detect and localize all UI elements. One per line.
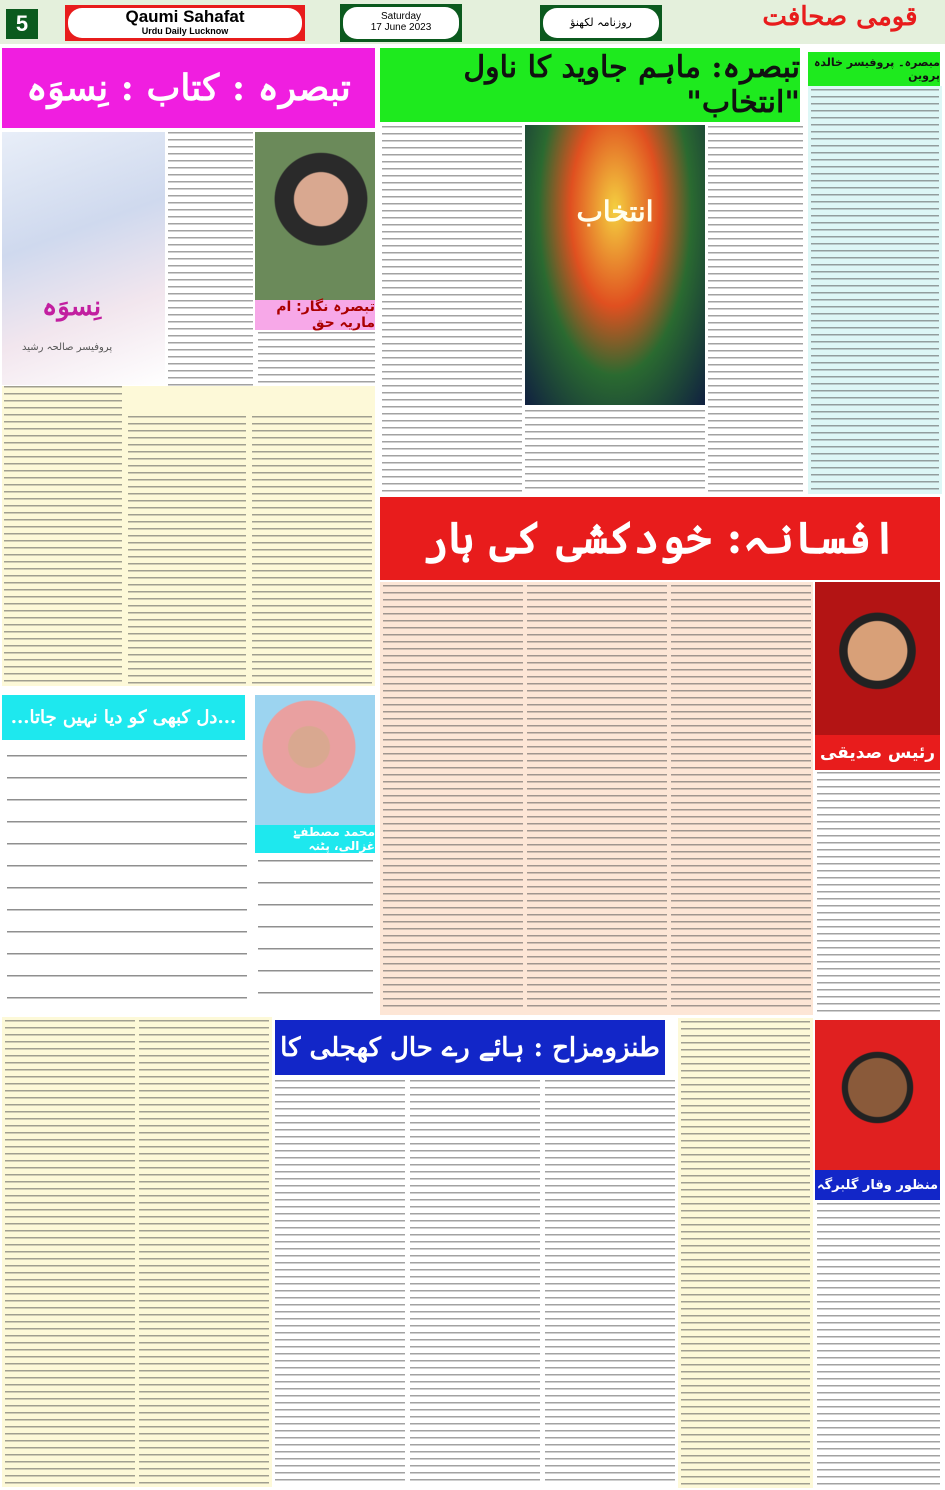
article-text [168,132,253,387]
afsana-author-caption: رئیس صدیقی [815,735,940,770]
article-text [817,772,940,1012]
day: Saturday [380,11,422,22]
afsana-body [380,582,813,1015]
satire-author-caption: منظور وقار گلبرگہ [815,1170,940,1200]
logo-urdu: قومی صحافت [762,2,918,32]
ghazal-verses [2,745,252,1015]
ghazal-headline: ...دل کبھی کو دیا نہیں جاتا... [2,695,245,740]
article-text [545,1080,675,1485]
novel-reviewer: مبصرہ۔ پروفیسر خالدہ پروین [808,52,940,86]
book-review-body [2,386,375,686]
novel-review-headline: تبصرہ: ماہم جاوید کا ناول "انتخاب" [380,48,800,122]
afsana-author-photo [815,582,940,735]
cover-author: پروفیسر صالحہ رشید [22,342,113,353]
ghazal-verses [258,860,373,1010]
date: 17 June 2023 [370,22,432,33]
date-box [340,4,462,42]
article-text [817,1203,940,1485]
article-text [708,126,803,494]
title-box [65,5,305,41]
novel-cover-image [525,125,705,405]
reviewer-photo [255,132,375,300]
cover-title: انتخاب [576,195,654,228]
poet-photo [255,695,375,825]
title-en: Qaumi Sahafat [125,7,245,26]
page-number: 5 [6,9,38,39]
subtitle-en: Urdu Daily Lucknow [141,26,229,36]
cover-title: نِسوَہ [42,292,102,322]
afsana-headline: افسانہ: خودکشی کی ہار [380,497,940,580]
satire-author-photo [815,1020,940,1170]
book-review-headline: تبصرہ : کتاب : نِسوَہ [2,48,375,128]
article-text [382,126,522,494]
satire-left-body [2,1017,272,1487]
roznama-box [540,5,662,41]
poet-caption: محمد مصطفےٰ غزالی، پٹنہ [255,825,375,853]
novel-review-right-column [808,86,942,494]
article-text [410,1080,540,1485]
article-text [275,1080,405,1485]
satire-right-body [678,1018,813,1488]
article-text [525,410,705,494]
satire-headline: طنزومزاح : ہائے رے حال کھجلی کا [275,1020,665,1075]
reviewer-caption: تبصرہ نگار: ام ماریہ حق [255,300,375,330]
masthead [0,0,945,44]
roznama: روزنامہ لکھنؤ [543,8,659,38]
book-cover-image [2,132,165,385]
